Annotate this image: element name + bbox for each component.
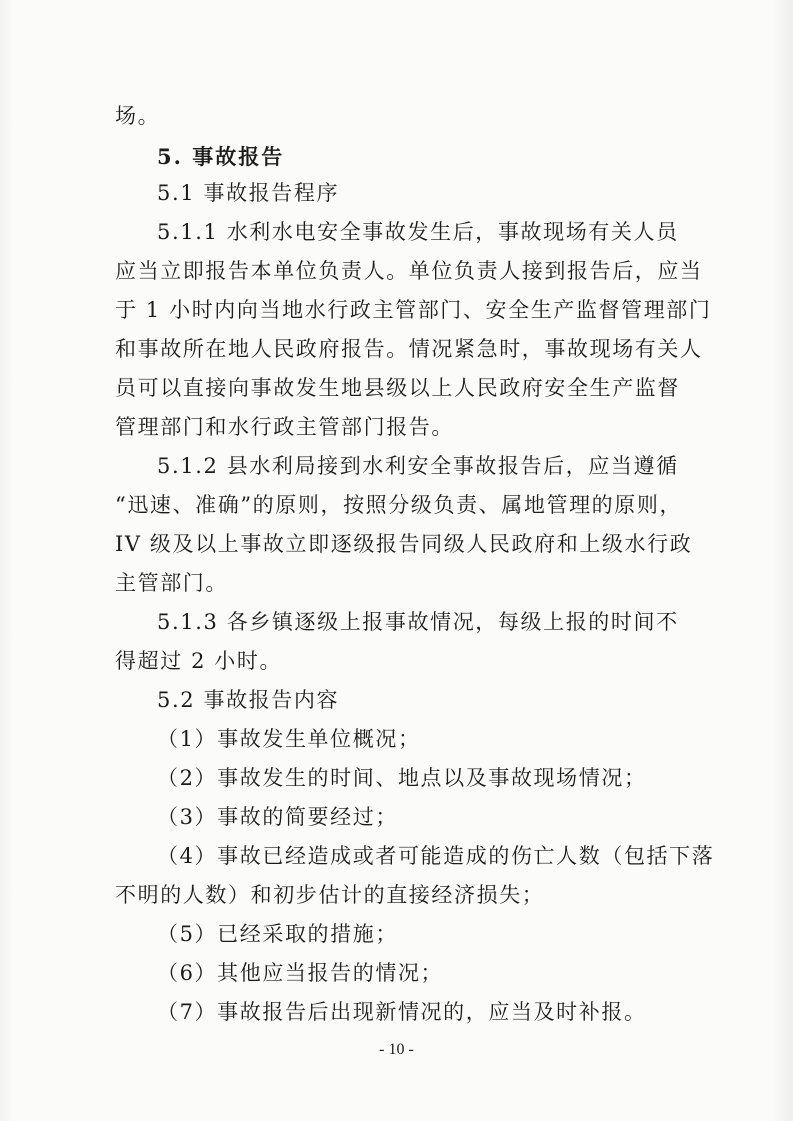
section-heading: 5. 事故报告 xyxy=(157,144,285,169)
list-item: （4）事故已经造成或者可能造成的伤亡人数（包括下落 xyxy=(157,844,715,868)
text-line: 得超过 2 小时。 xyxy=(115,649,283,673)
list-item: （5）已经采取的措施； xyxy=(157,922,398,946)
text-line: 员可以直接向事故发生地县级以上人民政府安全生产监督 xyxy=(115,376,680,400)
text-line: 于 1 小时内向当地水行政主管部门、安全生产监督管理部门 xyxy=(115,298,712,322)
text-line: 和事故所在地人民政府报告。情况紧急时，事故现场有关人 xyxy=(115,337,703,361)
subsection-heading: 5.2 事故报告内容 xyxy=(157,688,340,712)
subsection-heading: 5.1 事故报告程序 xyxy=(157,181,340,205)
text-line: 不明的人数）和初步估计的直接经济损失； xyxy=(115,883,545,907)
scan-shadow-right xyxy=(771,0,793,1121)
text-line: 场。 xyxy=(115,104,161,128)
page-number: - 10 - xyxy=(379,1041,414,1058)
text-line: 管理部门和水行政主管部门报告。 xyxy=(115,415,454,439)
list-item: （7）事故报告后出现新情况的，应当及时补报。 xyxy=(157,1000,647,1024)
list-item: （1）事故发生单位概况； xyxy=(157,727,421,751)
text-line: 5.1.3 各乡镇逐级上报事故情况，每级上报的时间不 xyxy=(157,610,679,634)
text-line: IV 级及以上事故立即逐级报告同级人民政府和上级水行政 xyxy=(115,532,693,556)
list-item: （3）事故的简要经过； xyxy=(157,805,398,829)
text-line: 5.1.1 水利水电安全事故发生后，事故现场有关人员 xyxy=(157,220,679,244)
text-line: 应当立即报告本单位负责人。单位负责人接到报告后，应当 xyxy=(115,259,703,283)
list-item: （2）事故发生的时间、地点以及事故现场情况； xyxy=(157,766,647,790)
text-line: 主管部门。 xyxy=(115,571,228,595)
list-item: （6）其他应当报告的情况； xyxy=(157,961,444,985)
scan-shadow-left xyxy=(0,0,14,1121)
text-line: “迅速、准确”的原则，按照分级负责、属地管理的原则， xyxy=(115,493,683,517)
text-line: 5.1.2 县水利局接到水利安全事故报告后，应当遵循 xyxy=(157,454,679,478)
